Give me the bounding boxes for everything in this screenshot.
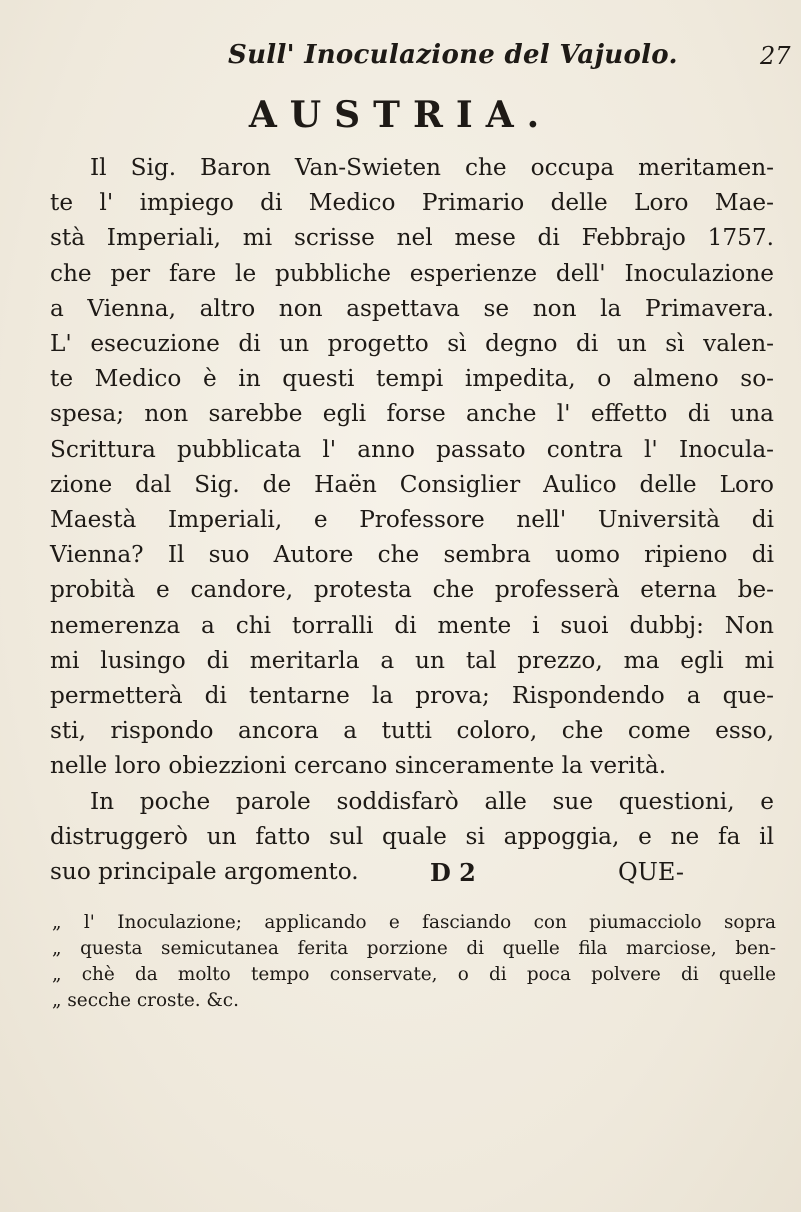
catch-row — [430, 858, 770, 894]
body-text — [50, 150, 774, 889]
body-line: sti, rispondo ancora a tutti coloro, che come esso, — [50, 717, 774, 745]
body-line: Maestà Imperiali, e Professore nell' Università di — [50, 506, 774, 534]
catchword: QUE- — [618, 858, 684, 886]
signature-mark: D 2 — [430, 858, 476, 887]
body-line: In poche parole soddisfarò alle sue questioni, e — [90, 787, 774, 815]
body-line: Scrittura pubblicata l' anno passato contra l' Inocula- — [50, 435, 774, 463]
running-title: Sull' Inoculazione del Vajuolo. — [228, 40, 678, 70]
body-line: distruggerò un fatto sul quale si appoggia, e ne fa il — [50, 822, 774, 850]
body-line: probità e candore, protesta che professerà eterna be- — [50, 576, 774, 604]
body-line: L' esecuzione di un progetto sì degno di un sì valen- — [50, 330, 774, 358]
body-line: a Vienna, altro non aspettava se non la Primavera. — [50, 294, 774, 322]
footnote-line: „ secche croste. &c. — [52, 990, 239, 1011]
footnote-line: „ l' Inoculazione; applicando e fasciando con piumacciolo sopra — [52, 912, 776, 933]
footnote-line: „ questa semicutanea ferita porzione di quelle fila marciose, ben- — [52, 938, 776, 959]
body-line: zione dal Sig. de Haën Consiglier Aulico delle Loro — [50, 470, 774, 498]
body-line: Il Sig. Baron Van-Swieten che occupa meritamen- — [90, 154, 774, 181]
body-line: te Medico è in questi tempi impedita, o almeno so- — [50, 365, 774, 393]
body-line: nelle loro obiezzioni cercano sinceramente la verità. — [50, 752, 667, 780]
body-line: suo principale argomento. — [50, 858, 359, 886]
section-title: AUSTRIA. — [248, 94, 553, 136]
body-line: Vienna? Il suo Autore che sembra uomo ripieno di — [50, 541, 774, 569]
body-line: spesa; non sarebbe egli forse anche l' effetto di una — [50, 400, 774, 428]
running-head — [228, 38, 791, 78]
body-line: nemerenza a chi torralli di mente i suoi dubbj: Non — [50, 611, 774, 639]
body-line: mi lusingo di meritarla a un tal prezzo, ma egli mi — [50, 646, 774, 674]
page-number: 27 — [760, 42, 791, 70]
body-line: permetterà di tentarne la prova; Rispondendo a que- — [50, 682, 774, 710]
body-line: che per fare le pubbliche esperienze dell' Inoculazione — [50, 259, 774, 287]
footnote — [52, 910, 776, 1014]
body-line: te l' impiego di Medico Primario delle Loro Mae- — [50, 189, 774, 217]
footnote-line: „ chè da molto tempo conservate, o di poca polvere di quelle — [52, 964, 776, 985]
body-line: stà Imperiali, mi scrisse nel mese di Febbrajo 1757. — [50, 224, 774, 252]
